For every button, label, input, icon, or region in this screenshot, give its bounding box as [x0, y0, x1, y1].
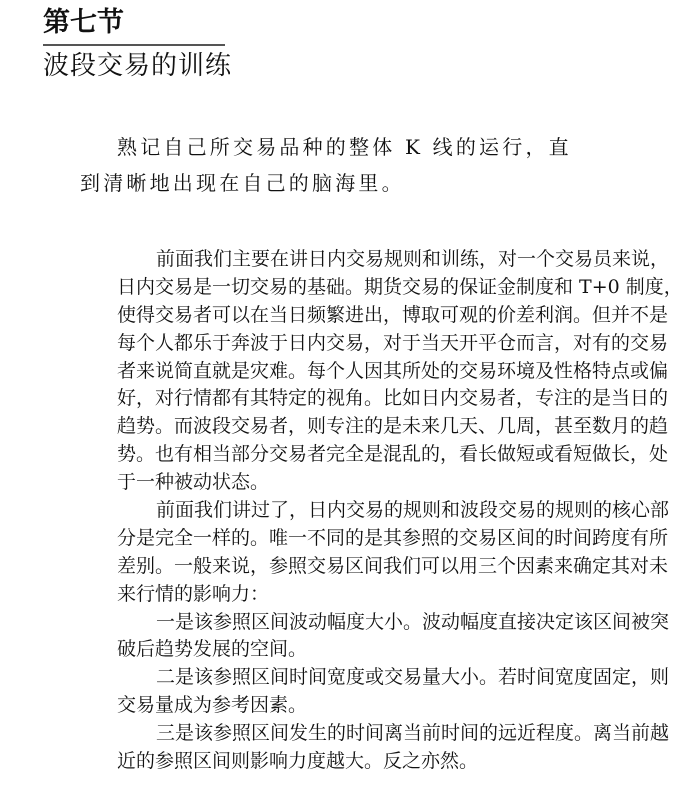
text-line: 二是该参照区间时间宽度或交易量大小。若时间宽度固定，则 [156, 666, 670, 689]
text-line: 来行情的影响力： [117, 582, 270, 605]
paragraph [117, 497, 670, 609]
text-line: 者来说简直就是灾难。每个人因其所处的交易环境及性格特点或偏 [117, 359, 669, 382]
heading-rule [43, 44, 225, 46]
text-line: 差别。一般来说，参照交易区间我们可以用三个因素来确定其对未 [117, 554, 669, 577]
epigraph-line-2: 到清晰地出现在自己的脑海里。 [80, 171, 405, 195]
text-line: 势。也有相当部分交易者完全是混乱的，看长做短或看短做长，处 [117, 443, 669, 466]
text-line: 分是完全一样的。唯一不同的是其参照的交易区间的时间跨度有所 [117, 526, 669, 549]
text-line: 于一种被动状态。 [117, 471, 270, 494]
paragraph [117, 609, 670, 665]
text-line: 每个人都乐于奔波于日内交易，对于当天开平仓而言，对有的交易 [117, 331, 669, 354]
paragraph [117, 664, 670, 720]
text-line: 三是该参照区间发生的时间离当前时间的远近程度。离当前越 [156, 722, 670, 745]
text-line: 交易量成为参考因素。 [117, 694, 308, 717]
chapter-title: 波段交易的训练 [43, 51, 233, 81]
text-line: 前面我们讲过了，日内交易的规则和波段交易的规则的核心部 [156, 499, 670, 522]
text-line: 使得交易者可以在当日频繁进出，博取可观的价差利润。但并不是 [117, 303, 669, 326]
chapter-section-label: 第七节 [43, 7, 124, 38]
text-line: 破后趋势发展的空间。 [117, 638, 308, 661]
paragraph [117, 720, 670, 776]
text-line: 近的参照区间则影响力度越大。反之亦然。 [117, 750, 479, 773]
text-line: 一是该参照区间波动幅度大小。波动幅度直接决定该区间被突 [156, 610, 670, 633]
text-line: 日内交易是一切交易的基础。期货交易的保证金制度和 T+0 制度， [117, 275, 683, 298]
paragraph [117, 246, 683, 497]
epigraph-line-1: 熟记自己所交易品种的整体 K 线的运行，直 [117, 135, 572, 159]
text-line: 好，对行情都有其特定的视角。比如日内交易者，专注的是当日的 [117, 387, 669, 410]
text-line: 前面我们主要在讲日内交易规则和训练，对一个交易员来说， [156, 248, 670, 270]
body-text [117, 246, 683, 776]
text-line: 趋势。而波段交易者，则专注的是未来几天、几周，甚至数月的趋 [117, 415, 669, 438]
